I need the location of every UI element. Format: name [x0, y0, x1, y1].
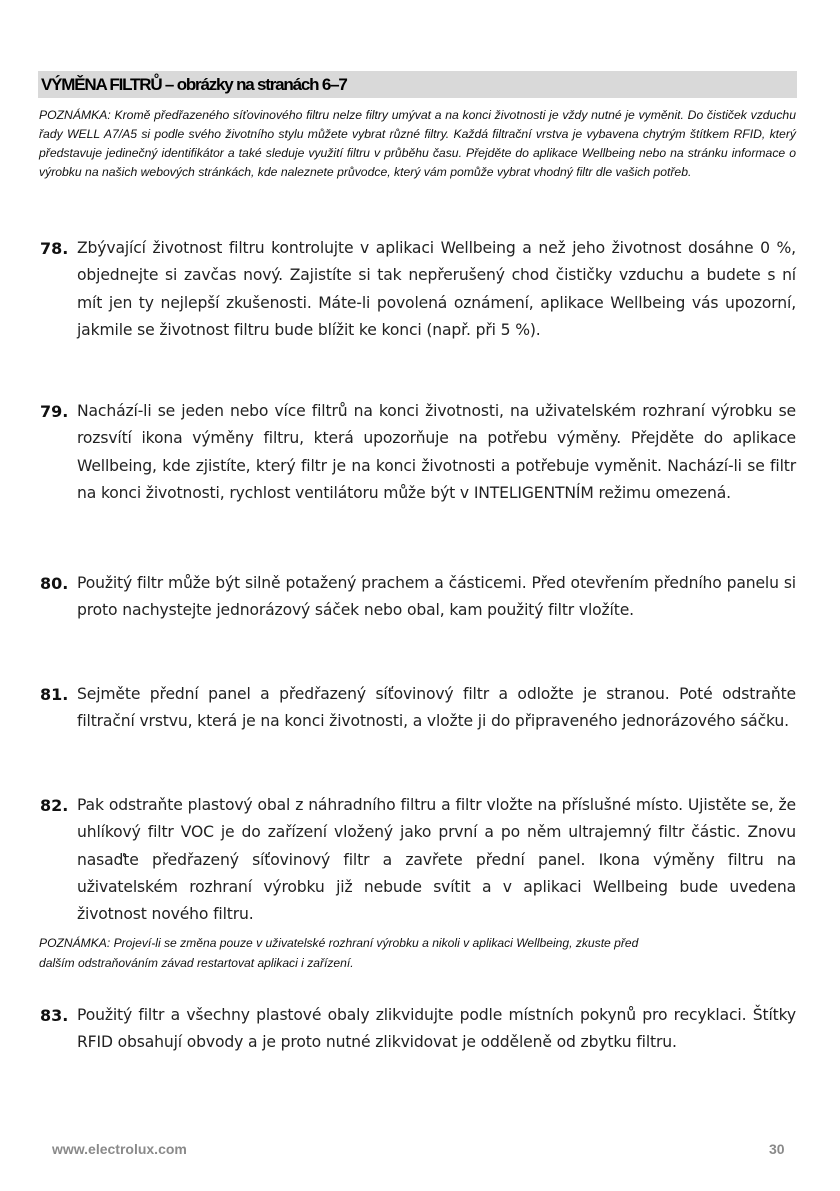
- step-text: Nachází-li se jeden nebo více filtrů na konci životnosti, na uživatelském rozhraní výrobku se rozsvítí ikona výměny filtru, která upozorňuje na potřebu výměny. Přejděte do aplikace Wellbeing, kde zjistíte, který filtr je na konci životnosti a potřebuje vyměnit. Nachází-li se filtr na konci životnosti, rychlost ventilátoru může být v INTELIGENTNÍM režimu omezená.: [77, 402, 796, 502]
- note-top: POZNÁMKA: Kromě předřazeného síťovinového filtru nelze filtry umývat a na konci životnosti je vždy nutné je vyměnit. Do čističek vzduchu řady WELL A7/A5 si podle svého životního stylu můžete vybrat různé filtry. Každá filtrační vrstva je vybavena chytrým štítkem RFID, který představuje jedinečný identifikátor a také sleduje využití filtru v průběhu času. Přejděte do aplikace Wellbeing nebo na stránku informace o výrobku na našich webových stránkách, kde naleznete průvodce, který vám pomůže vybrat vhodný filtr dle vašich potřeb.: [39, 108, 796, 179]
- step-text: Sejměte přední panel a předřazený síťovinový filtr a odložte je stranou. Poté odstraňte filtrační vrstvu, která je na konci životnosti, a vložte ji do připraveného jednorázového sáčku.: [77, 685, 796, 731]
- note-mid-line-1: POZNÁMKA: Projeví-li se změna pouze v uživatelské rozhraní výrobku a nikoli v aplikaci Wellbeing, zkuste před: [39, 936, 639, 950]
- page-number: 30: [769, 1141, 785, 1157]
- step-text: Zbývající životnost filtru kontrolujte v aplikaci Wellbeing a než jeho životnost dosáhne 0 %, objednejte si zavčas nový. Zajistíte si tak nepřerušený chod čističky vzduchu a budete s ní mít jen ty nejlepší zkušenosti. Máte-li povolená oznámení, aplikace Wellbeing vás upozorní, jakmile se životnost filtru bude blížit ke konci (např. při 5 %).: [77, 239, 796, 339]
- step-79: [40, 398, 796, 507]
- step-number: 83.: [40, 1006, 69, 1025]
- note-mid: [39, 934, 799, 973]
- step-80: [40, 570, 796, 625]
- step-number: 81.: [40, 685, 69, 704]
- step-78: [40, 235, 796, 344]
- step-83: [40, 1002, 796, 1057]
- step-number: 82.: [40, 796, 69, 815]
- section-heading-bar: [38, 71, 797, 98]
- step-number: 80.: [40, 574, 69, 593]
- step-number: 79.: [40, 402, 69, 421]
- note-mid-line-2: dalším odstraňováním závad restartovat aplikaci i zařízení.: [39, 955, 354, 970]
- footer-website: www.electrolux.com: [52, 1141, 187, 1157]
- section-heading: VÝMĚNA FILTRŮ – obrázky na stranách 6–7: [41, 75, 347, 94]
- step-text: Použitý filtr může být silně potažený prachem a částicemi. Před otevřením předního panelu si proto nachystejte jednorázový sáček nebo obal, kam použitý filtr vložíte.: [77, 574, 796, 620]
- step-text: Pak odstraňte plastový obal z náhradního filtru a filtr vložte na příslušné místo. Ujistěte se, že uhlíkový filtr VOC je do zařízení vložený jako první a po něm ultrajemný filtr částic. Znovu nasaďte předřazený síťovinový filtr a zavřete přední panel. Ikona výměny filtru na uživatelském rozhraní výrobku již nebude svítit a v aplikaci Wellbeing bude uvedena životnost nového filtru.: [77, 796, 796, 924]
- step-text: Použitý filtr a všechny plastové obaly zlikvidujte podle místních pokynů pro recyklaci. Štítky RFID obsahují obvody a je proto nutné zlikvidovat je odděleně od zbytku filtru.: [77, 1006, 796, 1052]
- step-82: [40, 792, 796, 928]
- step-81: [40, 681, 796, 736]
- step-number: 78.: [40, 239, 69, 258]
